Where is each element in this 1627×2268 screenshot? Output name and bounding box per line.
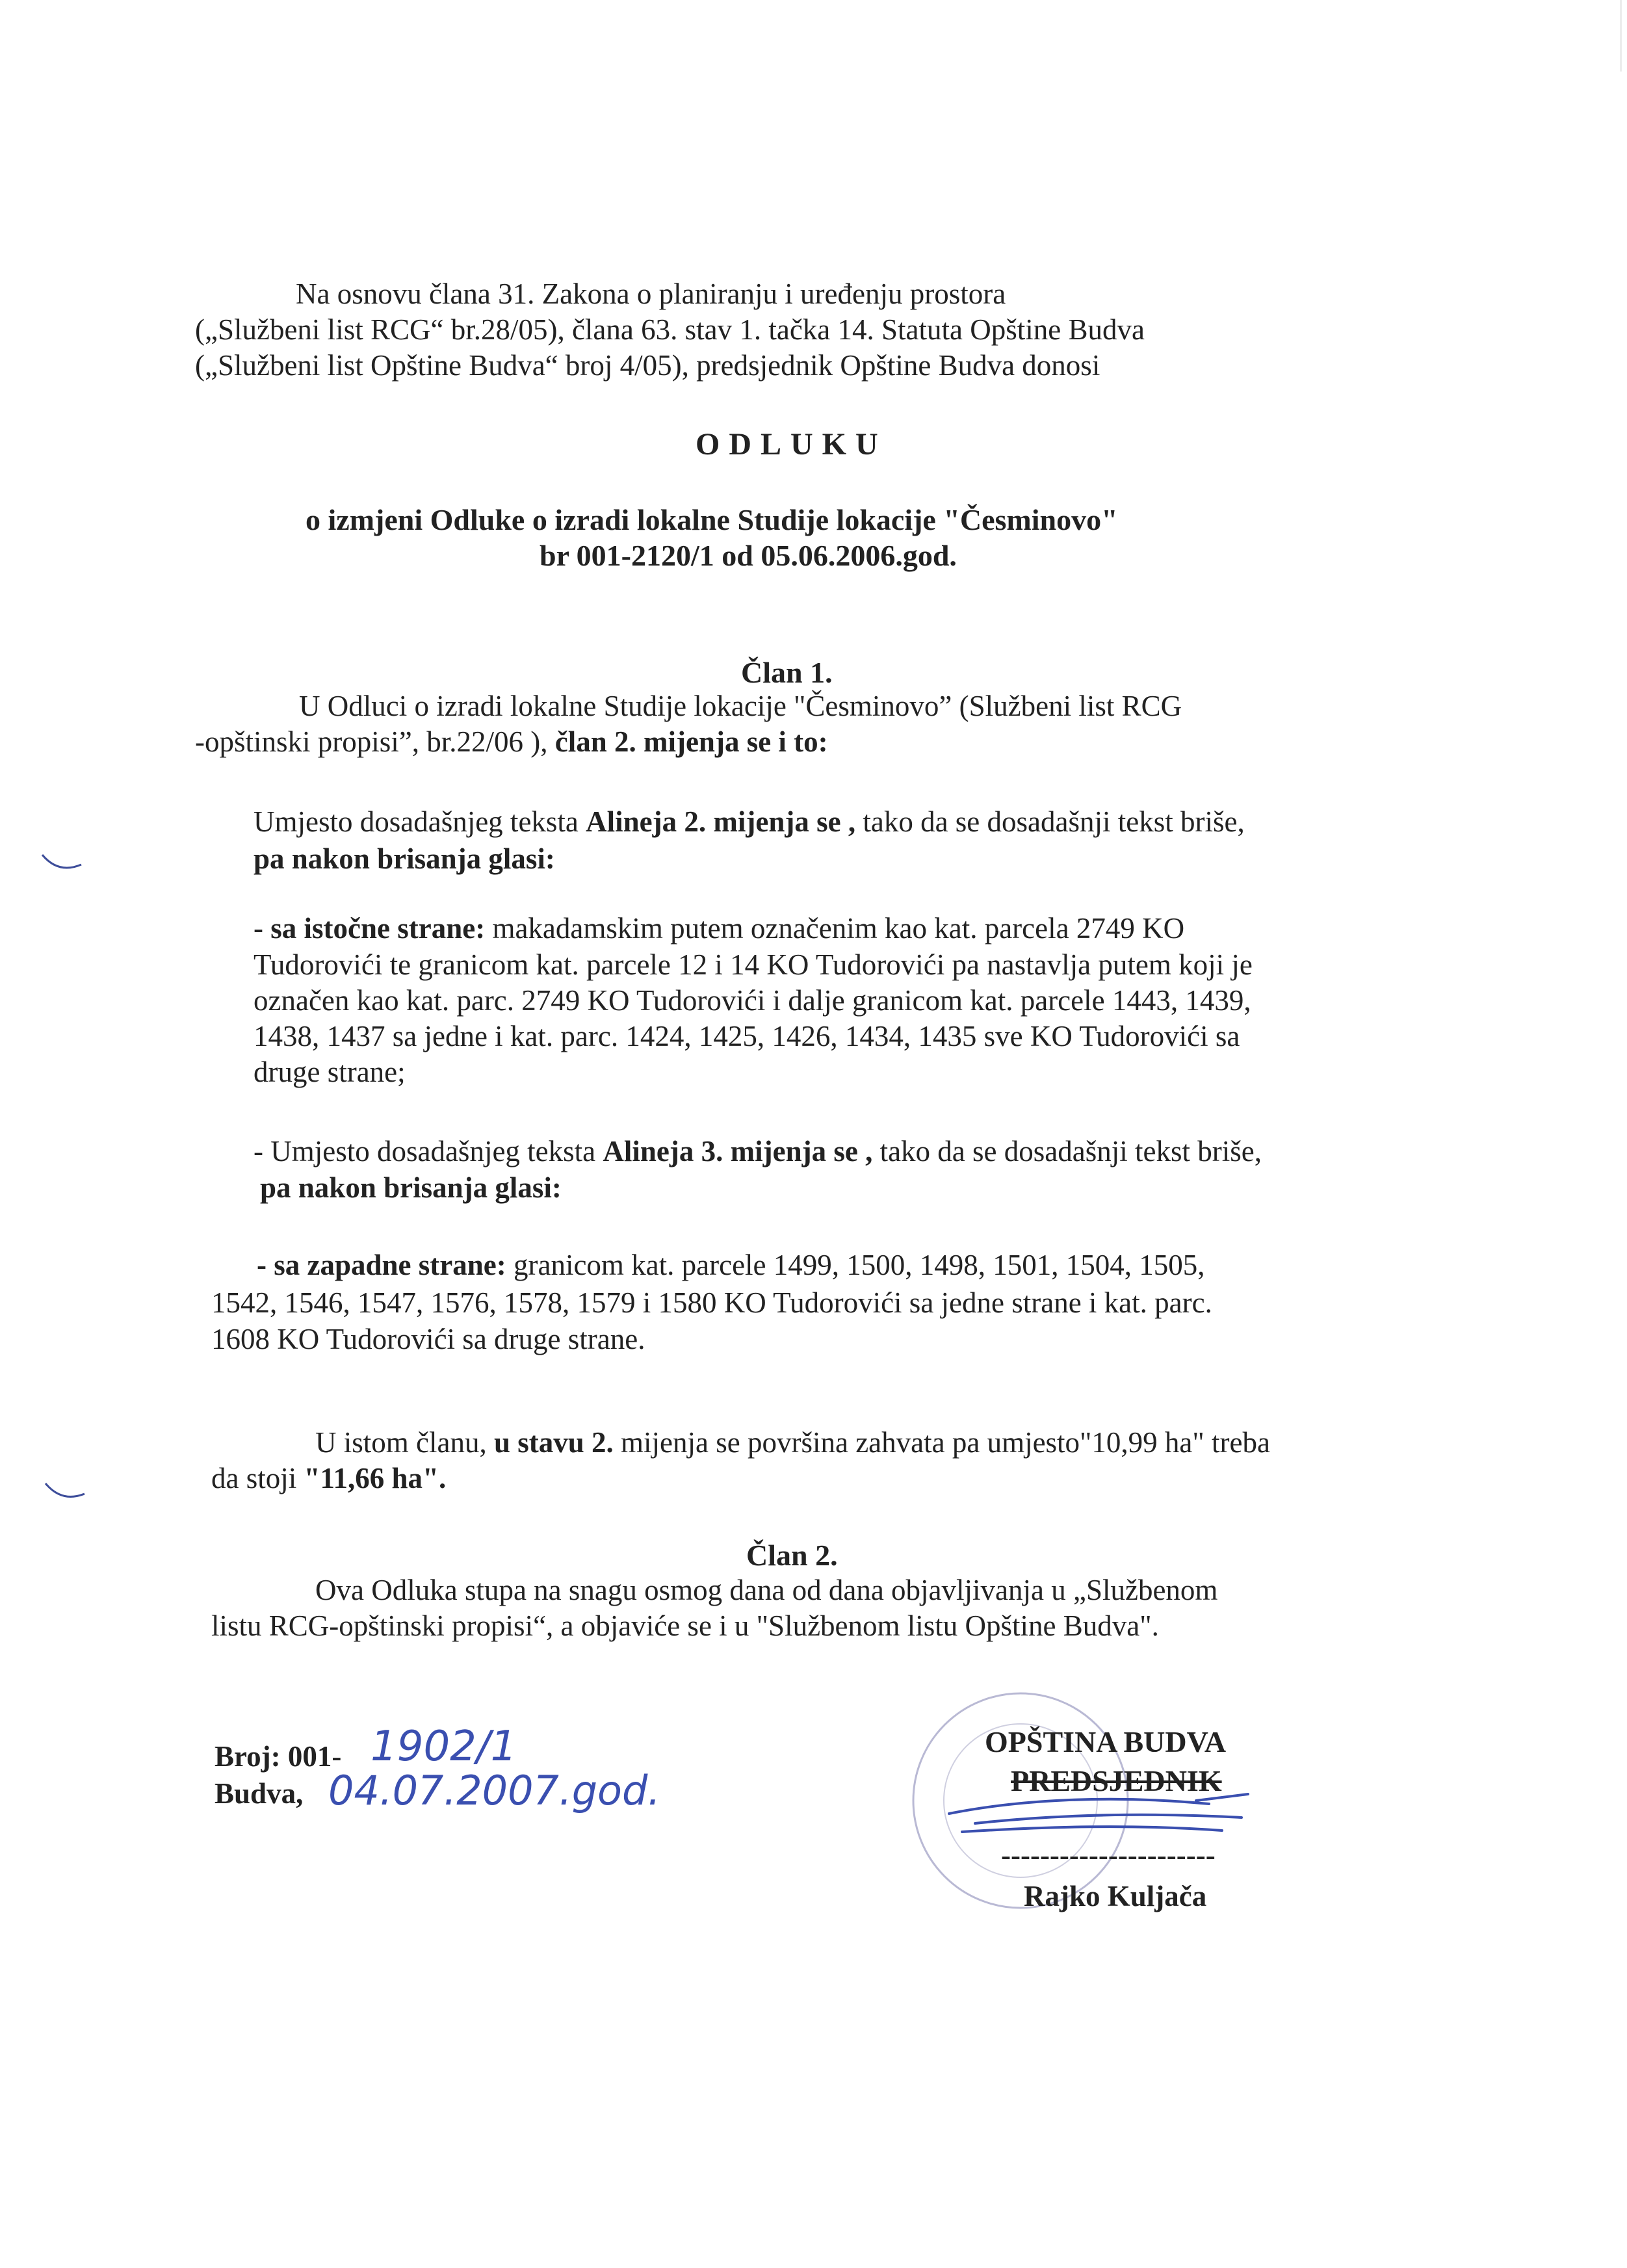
east-side-line-4: 1438, 1437 sa jedne i kat. parc. 1424, 1425, 1426, 1434, 1435 sve KO Tudorovići sa	[254, 1020, 1240, 1052]
handwritten-signature	[936, 1775, 1274, 1846]
alineja-3-glasi: pa nakon brisanja glasi:	[260, 1171, 562, 1204]
west-side-line-3: 1608 KO Tudorovići sa druge strane.	[211, 1323, 645, 1355]
clan-1-heading: Član 1.	[741, 656, 833, 689]
stav-2-line-1: U istom članu, u stavu 2. mijenja se površina zahvata pa umjesto"10,99 ha" treba	[315, 1426, 1270, 1459]
scan-edge	[1620, 0, 1622, 72]
subtitle-line-1: o izmjeni Odluke o izradi lokalne Studije lokacije "Česminovo"	[306, 503, 1118, 536]
east-side-line-3: označen kao kat. parc. 2749 KO Tudorovići i dalje granicom kat. parcele 1443, 1439,	[254, 984, 1251, 1017]
stav-2-line-2: da stoji "11,66 ha".	[211, 1462, 447, 1494]
signature-line: ----------------------	[1001, 1839, 1216, 1871]
scan-mark	[39, 1476, 98, 1515]
document-title: ODLUKU	[696, 427, 887, 462]
date-handwritten: 04.07.2007.god.	[328, 1767, 661, 1814]
alineja-3-intro: - Umjesto dosadašnjeg teksta Alineja 3. mijenja se , tako da se dosadašnji tekst briše,	[254, 1135, 1262, 1167]
west-side-line-1: - sa zapadne strane: granicom kat. parcele 1499, 1500, 1498, 1501, 1504, 1505,	[257, 1249, 1205, 1281]
alineja-2-glasi: pa nakon brisanja glasi:	[254, 842, 555, 875]
clan-2-line-2: listu RCG-opštinski propisi“, a objaviće se i u "Službenom listu Opštine Budva".	[211, 1610, 1159, 1642]
west-side-line-2: 1542, 1546, 1547, 1576, 1578, 1579 i 1580 KO Tudorovići sa jedne strane i kat. parc.	[211, 1286, 1212, 1319]
subtitle-line-2: br 001-2120/1 od 05.06.2006.god.	[540, 539, 957, 572]
preamble-line-2: („Službeni list RCG“ br.28/05), člana 63. stav 1. tačka 14. Statuta Opštine Budva	[195, 313, 1145, 346]
alineja-2-intro: Umjesto dosadašnjeg teksta Alineja 2. mijenja se , tako da se dosadašnji tekst briše,	[254, 805, 1245, 838]
east-side-line-2: Tudorovići te granicom kat. parcele 12 i 14 KO Tudorovići pa nastavlja putem koji je	[254, 948, 1253, 981]
broj-label: Broj: 001-	[215, 1740, 342, 1773]
org-name: OPŠTINA BUDVA	[985, 1725, 1227, 1758]
east-side-line-5: druge strane;	[254, 1056, 406, 1088]
preamble-line-3: („Službeni list Opštine Budva“ broj 4/05), predsjednik Opštine Budva donosi	[195, 349, 1100, 382]
scan-mark	[36, 845, 94, 884]
budva-label: Budva,	[215, 1777, 304, 1810]
east-side-line-1: - sa istočne strane: makadamskim putem označenim kao kat. parcela 2749 KO	[254, 912, 1185, 945]
clan-2-line-1: Ova Odluka stupa na snagu osmog dana od dana objavljivanja u „Službenom	[315, 1574, 1218, 1606]
broj-handwritten: 1902/1	[371, 1723, 517, 1771]
preamble-line-1: Na osnovu člana 31. Zakona o planiranju i uređenju prostora	[296, 278, 1006, 310]
clan-1-line-2: -opštinski propisi”, br.22/06 ), član 2. mijenja se i to:	[195, 725, 828, 758]
clan-1-line-1: U Odluci o izradi lokalne Studije lokacije "Česminovo” (Službeni list RCG	[299, 690, 1182, 722]
clan-2-heading: Član 2.	[746, 1539, 838, 1572]
signatory-role: PREDSJEDNIK	[1011, 1764, 1222, 1797]
signatory-name: Rajko Kuljača	[1024, 1880, 1207, 1912]
